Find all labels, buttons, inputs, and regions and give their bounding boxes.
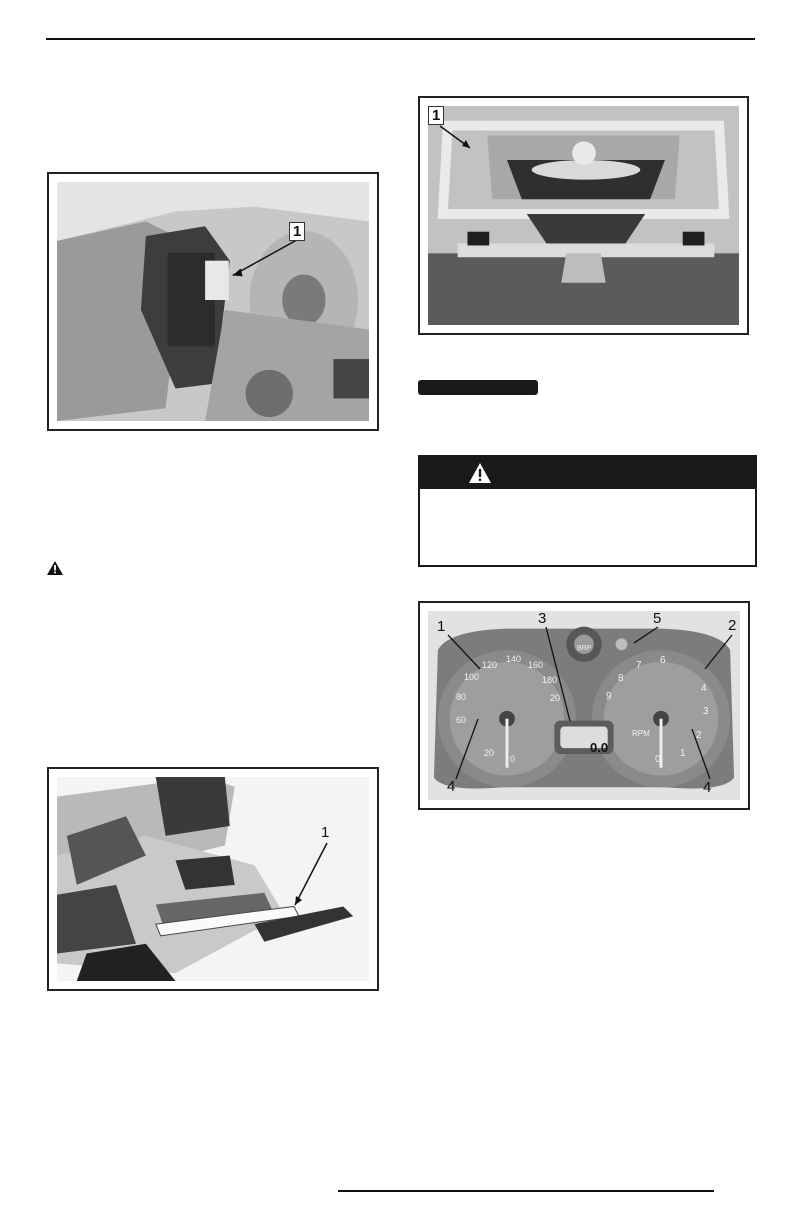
- speedo-tick-160: 160: [528, 660, 544, 670]
- tach-tick-7: 7: [636, 660, 642, 671]
- fuse-box-photo: [57, 182, 369, 421]
- tach-tick-9: 9: [606, 691, 612, 702]
- speedo-tick-100: 100: [464, 672, 480, 682]
- tach-tick-4: 4: [701, 683, 707, 694]
- section-heading-bar: [418, 380, 538, 395]
- callout-1: 1: [437, 618, 446, 635]
- warning-triangle-icon: [468, 462, 492, 484]
- callout-1: 1: [321, 824, 330, 841]
- callout-3: 3: [538, 610, 547, 627]
- tach-tick-8: 8: [618, 673, 624, 684]
- callout-4: 4: [447, 778, 456, 795]
- callout-2: 2: [728, 617, 737, 634]
- speedo-tick-120: 120: [482, 660, 498, 670]
- speedo-tick-200: 20: [550, 693, 561, 703]
- warning-box: [418, 455, 757, 567]
- speedo-tick-140: 140: [506, 654, 522, 664]
- speedo-tick-20: 20: [484, 748, 495, 758]
- header-rule: [46, 38, 755, 40]
- callout-leaders: [420, 603, 752, 812]
- tach-tick-1: 1: [680, 748, 686, 759]
- callout-4: 4: [703, 779, 712, 796]
- tach-tick-6: 6: [660, 655, 666, 666]
- figure-front-bumper: [47, 767, 379, 991]
- callout-leader: [436, 124, 476, 154]
- speedo-tick-60: 60: [456, 715, 467, 725]
- tach-tick-3: 3: [703, 706, 709, 717]
- callout-leader: [289, 841, 339, 911]
- callout-5: 5: [653, 610, 662, 627]
- footer-rule: [338, 1190, 714, 1192]
- figure-gauge-cluster: [418, 601, 750, 810]
- tach-tick-2: 2: [696, 730, 702, 741]
- speedo-tick-180: 180: [542, 675, 558, 685]
- warning-header: [420, 457, 755, 489]
- tach-units: RPM: [632, 729, 650, 738]
- figure-fuse-box: [47, 172, 379, 431]
- warning-triangle-icon: [46, 560, 64, 576]
- speedo-tick-80: 80: [456, 692, 467, 702]
- tach-tick-0: 0: [655, 754, 661, 765]
- figure-rear-rack: [418, 96, 749, 335]
- callout-1: 1: [289, 222, 305, 241]
- brand-logo: BRP: [577, 645, 592, 652]
- lcd-value: 0.0: [590, 740, 609, 755]
- speedo-tick-0: 0: [510, 754, 516, 764]
- callout-1: 1: [428, 106, 444, 125]
